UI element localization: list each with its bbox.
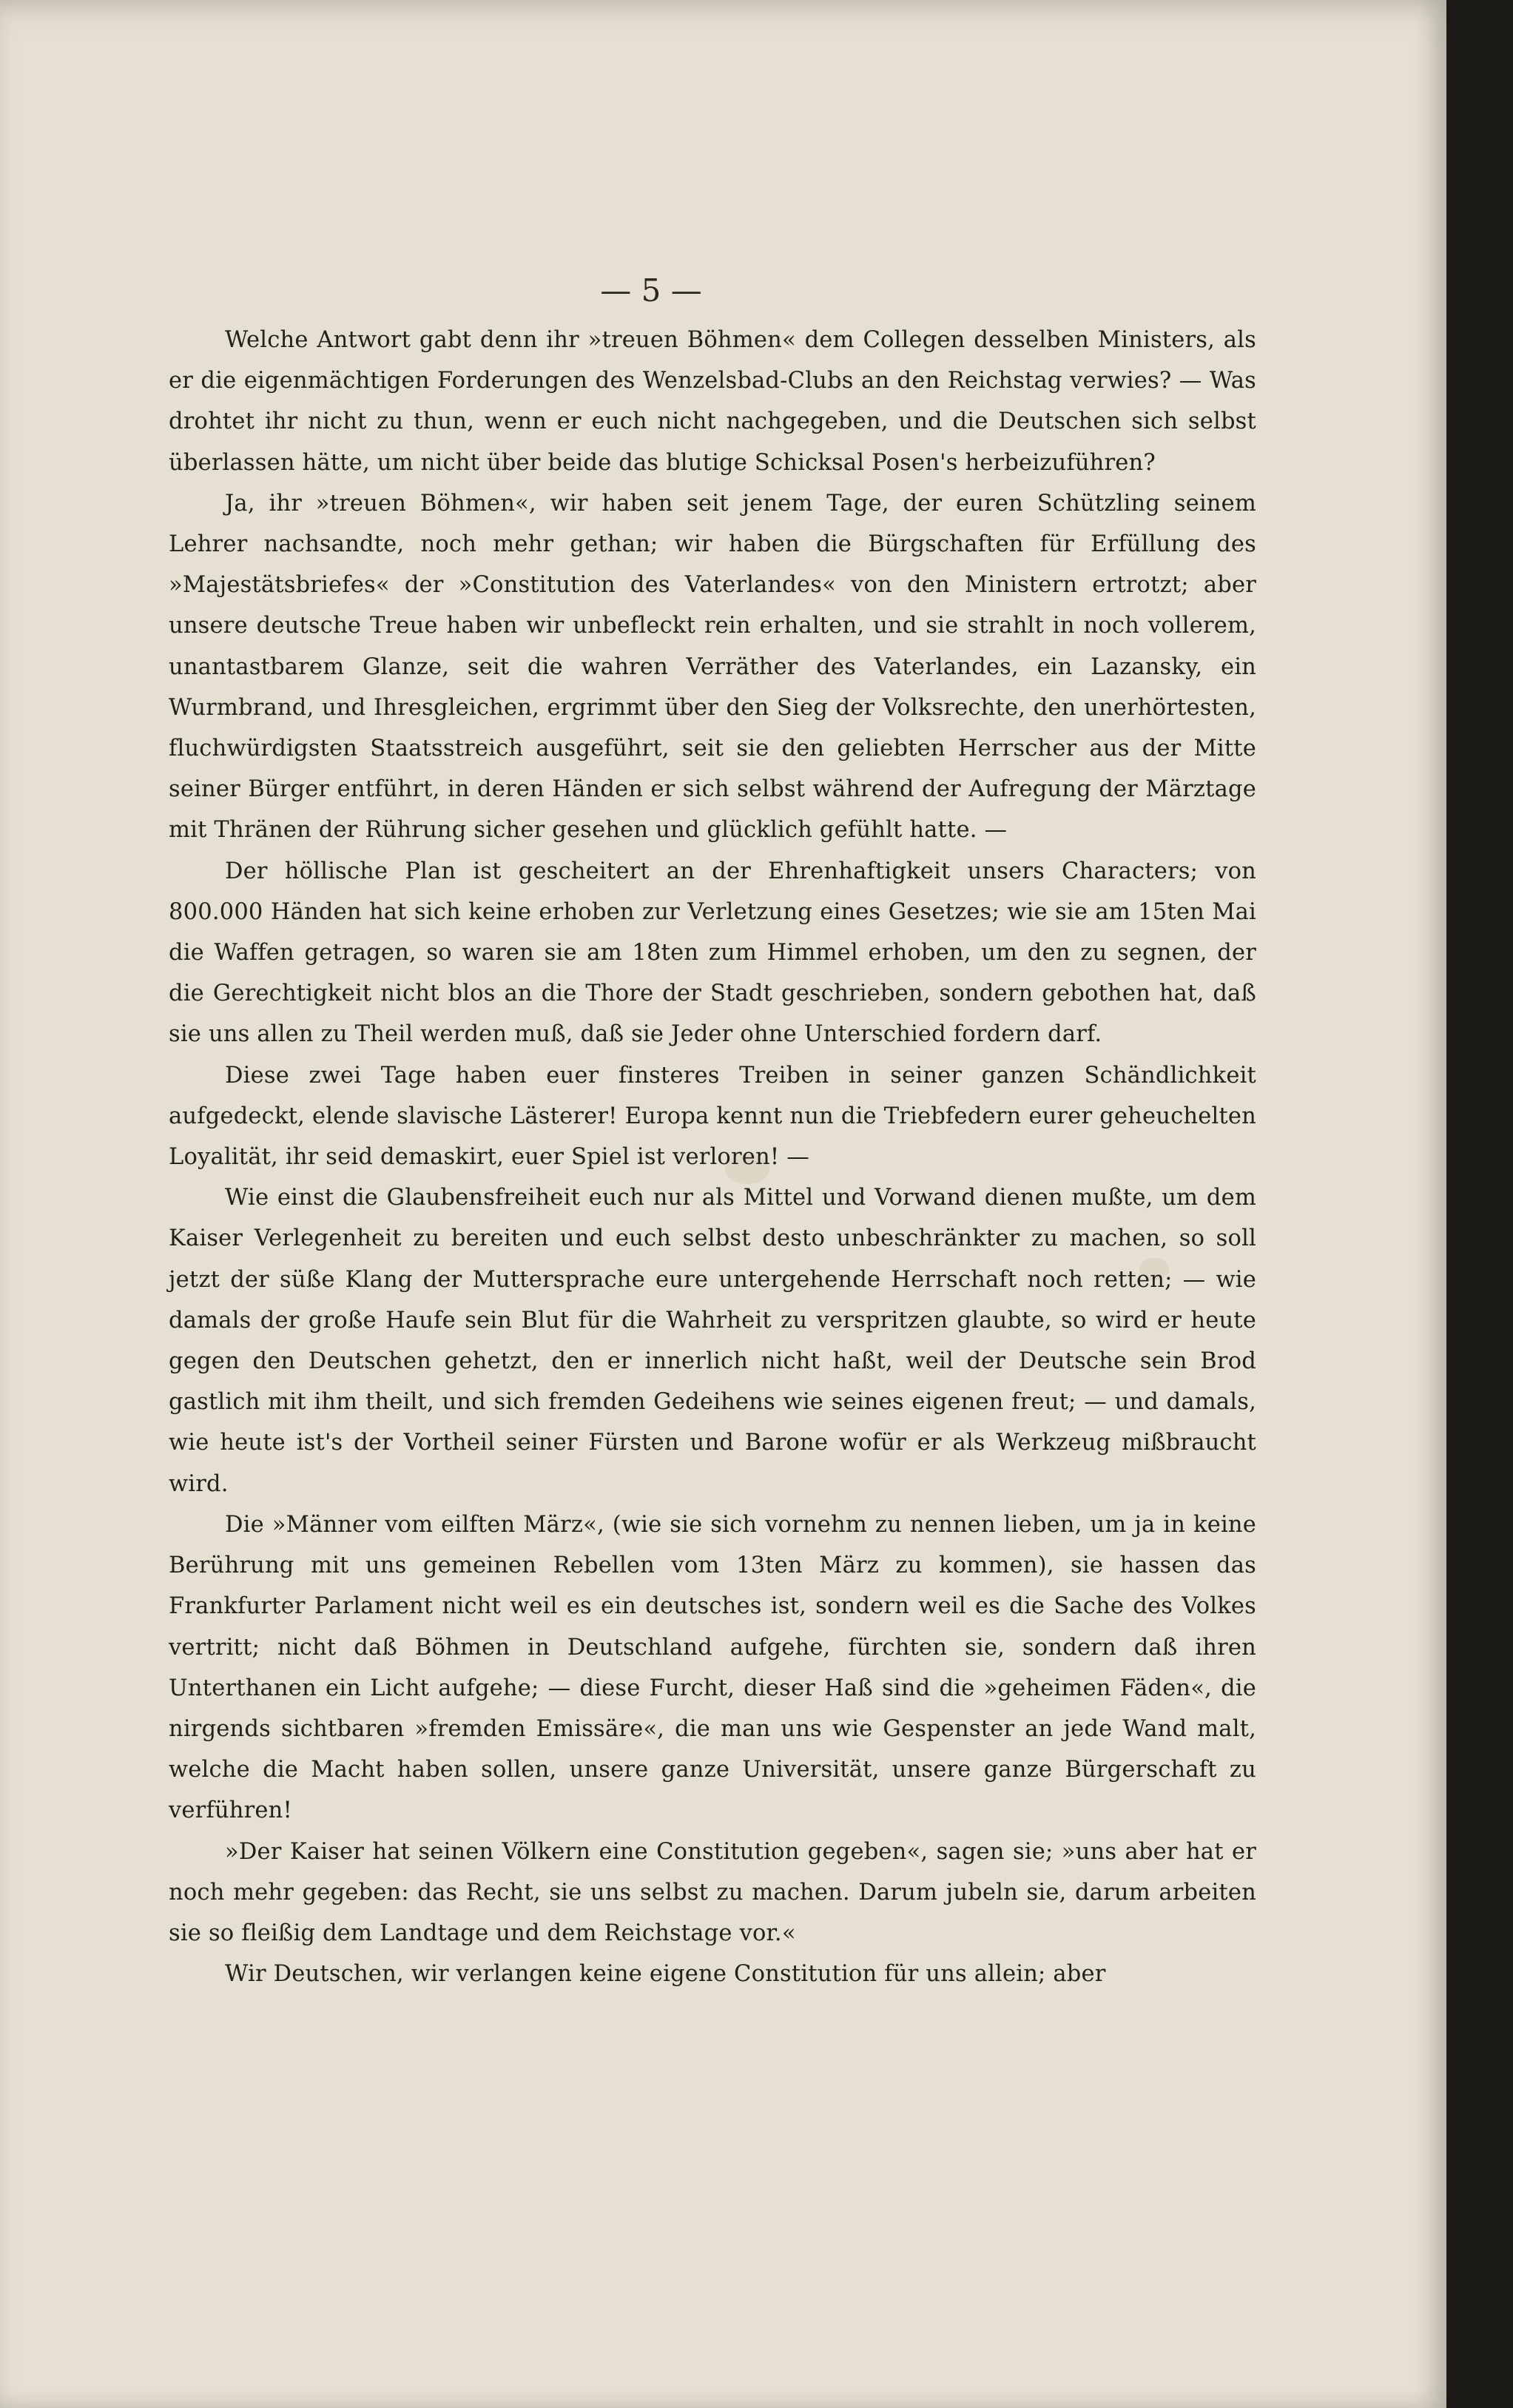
paragraph: Wie einst die Glaubensfreiheit euch nur als Mittel und Vorwand dienen mußte, um dem Kaiser Verlegenheit zu bereiten und euch selbst desto unbeschränkter zu machen, so soll jetzt der süße Klang der Muttersprache eure untergehende Herrschaft noch retten; — wie damals der große Haufe sein Blut für die Wahrheit zu verspritzen glaubte, so wird er heute gegen den Deutschen gehetzt, den er innerlich nicht haßt, weil der Deutsche sein Brod gastlich mit ihm theilt, und sich fremden Gedeihens wie seines eigenen freut; — und damals, wie heute ist's der Vortheil seiner Fürsten und Barone wofür er als Werkzeug mißbraucht wird. xyxy=(169,1185,1256,1497)
body-text xyxy=(169,320,1256,1994)
paragraph: Diese zwei Tage haben euer finsteres Treiben in seiner ganzen Schändlichkeit aufgedeckt, elende slavische Lästerer! Europa kennt nun die Triebfedern eurer geheuchelten Loyalität, ihr seid demaskirt, euer Spiel ist verloren! — xyxy=(169,1062,1256,1171)
paragraph: Der höllische Plan ist gescheitert an der Ehrenhaftigkeit unsers Characters; von 800.000 Händen hat sich keine erhoben zur Verletzung eines Gesetzes; wie sie am 15ten Mai die Waffen getragen, so waren sie am 18ten zum Himmel erhoben, um den zu segnen, der die Gerechtigkeit nicht blos an die Thore der Stadt geschrieben, sondern gebothen hat, daß sie uns allen zu Theil werden muß, daß sie Jeder ohne Unterschied fordern darf. xyxy=(169,858,1256,1048)
paragraph: Wir Deutschen, wir verlangen keine eigene Constitution für uns allein; aber xyxy=(225,1961,1106,1988)
paragraph: Ja, ihr »treuen Böhmen«, wir haben seit jenem Tage, der euren Schützling seinem Lehrer nachsandte, noch mehr gethan; wir haben die Bürgschaften für Erfüllung des »Majestätsbriefes« der »Constitution des Vaterlandes« von den Ministern ertrotzt; aber unsere deutsche Treue haben wir unbefleckt rein erhalten, und sie strahlt in noch vollerem, unantastbarem Glanze, seit die wahren Verräther des Vaterlandes, ein Lazansky, ein Wurmbrand, und Ihresgleichen, ergrimmt über den Sieg der Volksrechte, den unerhörtesten, fluchwürdigsten Staatsstreich ausgeführt, seit sie den geliebten Herrscher aus der Mitte seiner Bürger entführt, in deren Händen er sich selbst während der Aufregung der Märztage mit Thränen der Rührung sicher gesehen und glücklich gefühlt hatte. — xyxy=(169,490,1256,844)
paragraph: »Der Kaiser hat seinen Völkern eine Constitution gegeben«, sagen sie; »uns aber hat er noch mehr gegeben: das Recht, sie uns selbst zu machen. Darum jubeln sie, darum arbeiten sie so fleißig dem Landtage und dem Reichstage vor.« xyxy=(169,1838,1256,1946)
paragraph: Welche Antwort gabt denn ihr »treuen Böhmen« dem Collegen desselben Ministers, als er die eigenmächtigen Forderungen des Wenzelsbad-Clubs an den Reichstag verwies? — Was drohtet ihr nicht zu thun, wenn er euch nicht nachgegeben, und die Deutschen sich selbst überlassen hätte, um nicht über beide das blutige Schicksal Posen's herbeizuführen? xyxy=(169,327,1256,476)
page-number: — 5 — xyxy=(600,272,702,309)
paragraph: Die »Männer vom eilften März«, (wie sie sich vornehm zu nennen lieben, um ja in keine Berührung mit uns gemeinen Rebellen vom 13ten März zu kommen), sie hassen das Frankfurter Parlament nicht weil es ein deutsches ist, sondern weil es die Sache des Volkes vertritt; nicht daß Böhmen in Deutschland aufgehe, fürchten sie, sondern daß ihren Unterthanen ein Licht aufgehe; — diese Furcht, dieser Haß sind die »geheimen Fäden«, die nirgends sichtbaren »fremden Emissäre«, die man uns wie Gespenster an jede Wand malt, welche die Macht haben sollen, unsere ganze Universität, unsere ganze Bürgerschaft zu verführen! xyxy=(169,1511,1256,1824)
